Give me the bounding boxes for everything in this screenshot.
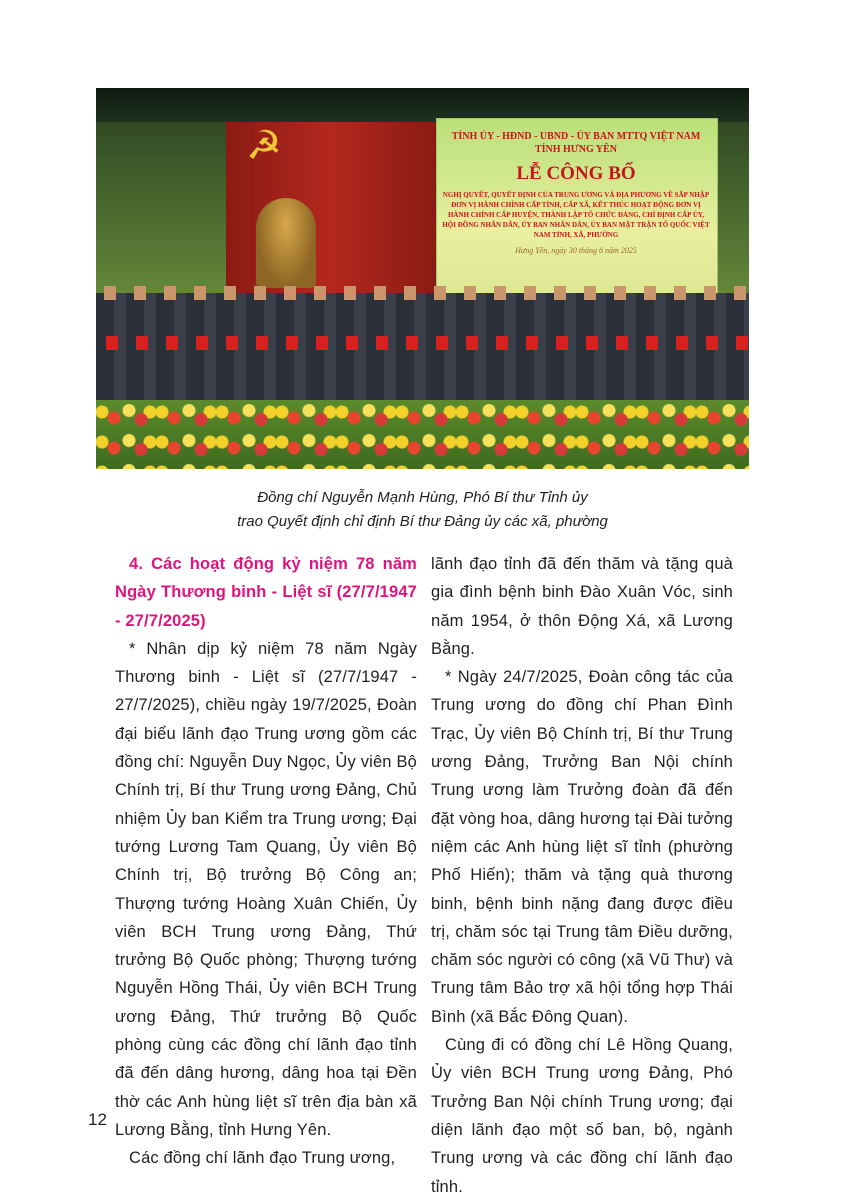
backdrop-banner bbox=[436, 130, 716, 255]
section-heading: 4. Các hoạt động kỷ niệm 78 năm Ngày Thương binh - Liệt sĩ (27/7/1947 - 27/7/2025) bbox=[115, 555, 417, 630]
bust-statue bbox=[256, 198, 316, 288]
people-heads bbox=[96, 286, 749, 300]
banner-body: NGHỊ QUYẾT, QUYẾT ĐỊNH CỦA TRUNG ƯƠNG VÀ ĐỊA PHƯƠNG VỀ SẮP NHẬP ĐƠN VỊ HÀNH CHÍNH CẤP TỈNH, CẤP XÃ, KẾT THÚC HOẠT ĐỘNG ĐƠN VỊ HÀNH CHÍNH CẤP HUYỆN, THÀNH LẬP TỔ CHỨC ĐẢNG, CHỈ ĐỊNH CẤP ỦY, HỘI ĐỒNG NHÂN DÂN, ỦY BAN NHÂN DÂN, ỦY BAN MẶT TRẬN TỔ QUỐC VIỆT NAM TỈNH, XÃ, PHƯỜNG bbox=[442, 191, 710, 239]
body-paragraph: lãnh đạo tỉnh đã đến thăm và tặng quà gia đình bệnh binh Đào Xuân Vóc, sinh năm 1954, ở thôn Động Xá, xã Lương Bằng. bbox=[431, 555, 733, 658]
caption-line-2: trao Quyết định chỉ định Bí thư Đảng ủy các xã, phường bbox=[237, 513, 608, 530]
hammer-sickle-icon: ☭ bbox=[246, 124, 282, 168]
body-paragraph: Các đồng chí lãnh đạo Trung ương, bbox=[129, 1149, 396, 1168]
banner-line-1: TỈNH ỦY - HĐND - UBND - ỦY BAN MTTQ VIỆT NAM bbox=[451, 131, 701, 142]
certificates bbox=[96, 336, 749, 350]
page-number: 12 bbox=[88, 1110, 107, 1129]
flower-decoration bbox=[96, 400, 749, 469]
body-paragraph: * Ngày 24/7/2025, Đoàn công tác của Trung ương do đồng chí Phan Đình Trạc, Ủy viên Bộ Chính trị, Bí thư Trung ương Đảng, Trưởng Ban Nội chính Trung ương làm Trưởng đoàn đã đến đặt vòng hoa, dâng hương tại Đài tưởng niệm các Anh hùng liệt sĩ tỉnh (phường Phố Hiến); thăm và tặng quà thương binh, bệnh binh nặng đang được điều trị, chăm sóc tại Trung tâm Điều dưỡng, chăm sóc người có công (xã Vũ Thư) và Trung tâm Bảo trợ xã hội tổng hợp Thái Bình (xã Bắc Đông Quan). bbox=[431, 668, 733, 1026]
event-photo bbox=[96, 88, 749, 469]
banner-line-2: TỈNH HƯNG YÊN bbox=[534, 144, 618, 155]
stage-top-curtain bbox=[96, 88, 749, 122]
banner-title: LỄ CÔNG BỐ bbox=[516, 163, 636, 184]
right-column bbox=[431, 550, 733, 1201]
body-paragraph: * Nhân dịp kỷ niệm 78 năm Ngày Thương binh - Liệt sĩ (27/7/1947 - 27/7/2025), chiều ngày 19/7/2025, Đoàn đại biểu lãnh đạo Trung ương gồm các đồng chí: Nguyễn Duy Ngọc, Ủy viên Bộ Chính trị, Bí thư Trung ương Đảng, Chủ nhiệm Ủy ban Kiểm tra Trung ương; Đại tướng Lương Tam Quang, Ủy viên Bộ Chính trị, Bộ trưởng Bộ Công an; Thượng tướng Hoàng Xuân Chiến, Ủy viên BCH Trung ương Đảng, Thứ trưởng Bộ Quốc phòng; Thượng tướng Nguyễn Hồng Thái, Ủy viên BCH Trung ương Đảng, Thứ trưởng Bộ Quốc phòng cùng các đồng chí lãnh đạo tỉnh đã đến dâng hương, dâng hoa tại Đền thờ các Anh hùng liệt sĩ trên địa bàn xã Lương Bằng, tỉnh Hưng Yên. bbox=[115, 639, 417, 1139]
body-paragraph: Cùng đi có đồng chí Lê Hồng Quang, Ủy viên BCH Trung ương Đảng, Phó Trưởng Ban Nội chính Trung ương; đại diện lãnh đạo một số ban, bộ, ngành Trung ương và các đồng chí lãnh đạo tỉnh. bbox=[431, 1036, 733, 1196]
caption-line-1: Đồng chí Nguyễn Mạnh Hùng, Phó Bí thư Tỉnh ủy bbox=[257, 489, 588, 506]
left-column bbox=[115, 550, 417, 1173]
photo-caption bbox=[96, 486, 749, 534]
banner-date: Hưng Yên, ngày 30 tháng 6 năm 2025 bbox=[515, 246, 637, 255]
